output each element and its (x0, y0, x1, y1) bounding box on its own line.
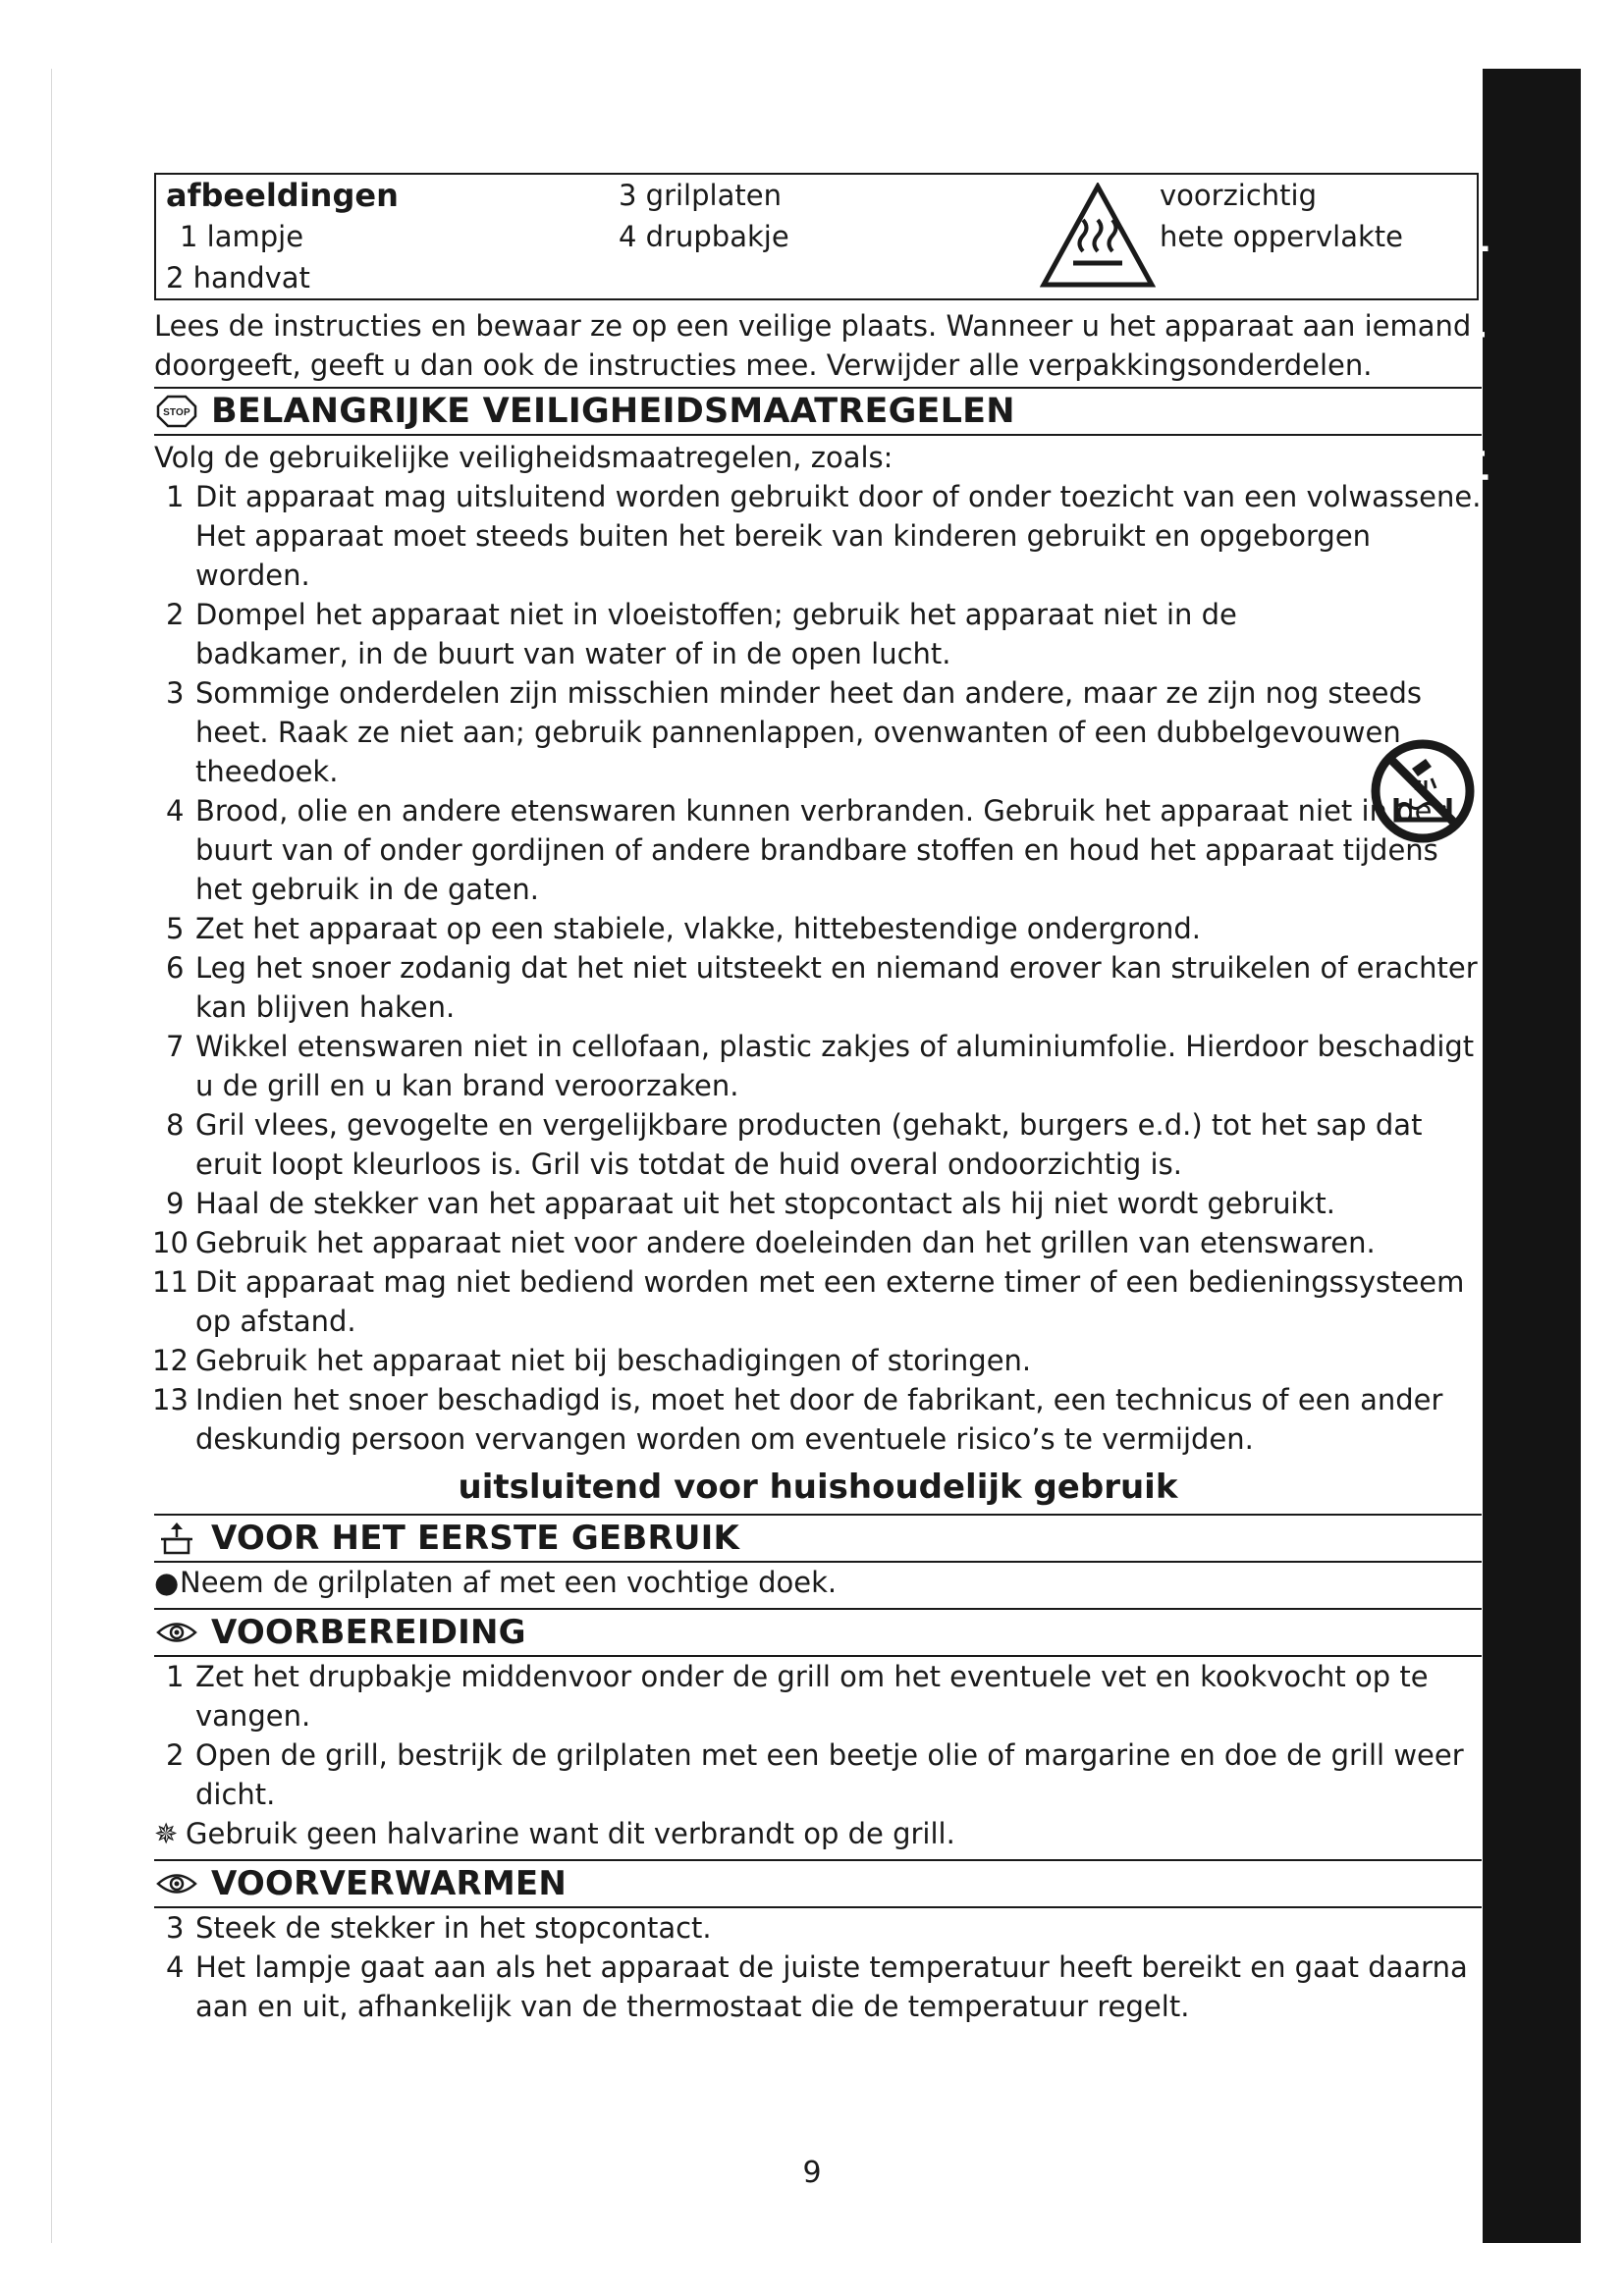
item-number: 7 (166, 1030, 185, 1063)
item-number: 1 (166, 480, 185, 513)
item-text: Het lampje gaat aan als het apparaat de juiste temperatuur heeft bereikt en gaat daarna aan en uit, afhankelijk van de thermostaat die de temperatuur regelt. (195, 1950, 1468, 2023)
intro-paragraph: Lees de instructies en bewaar ze op een veilige plaats. Wanneer u het apparaat aan iemand doorgeeft, geeft u dan ook de instructies mee. Verwijder alle verpakkingsonderdelen. (154, 309, 1472, 382)
item-number: 10 (152, 1226, 189, 1259)
figures-col-mid (619, 175, 789, 257)
item-number: 4 (166, 1950, 185, 1984)
item-text: Sommige onderdelen zijn misschien minder heet dan andere, maar ze zijn nog steeds heet. Raak ze niet aan; gebruik pannenlappen, ovenwanten of een dubbelgevouwen theedoek. (195, 676, 1423, 788)
item-number: 2 (166, 598, 185, 631)
stop-icon-label: STOP (163, 407, 190, 418)
safety-list (154, 477, 1482, 1459)
list-item (154, 1184, 1482, 1223)
list-item (154, 1105, 1482, 1184)
first-use-heading (154, 1514, 1482, 1563)
eye-icon (156, 1616, 197, 1649)
tip-icon: ✵ (154, 1817, 179, 1850)
warning-text (1160, 175, 1403, 257)
list-item (154, 1908, 1482, 1948)
item-text: Wikkel etenswaren niet in cellofaan, plastic zakjes of aluminiumfolie. Hierdoor beschadigt u de grill en u kan brand veroorzaken. (195, 1030, 1475, 1102)
item-text: Dit apparaat mag niet bediend worden met een externe timer of een bedieningssysteem op afstand. (195, 1265, 1465, 1338)
item-text: Open de grill, bestrijk de grilplaten met een beetje olie of margarine en doe de grill weer dicht. (195, 1738, 1464, 1811)
first-use-heading-text: VOOR HET EERSTE GEBRUIK (211, 1519, 740, 1558)
page-number: 9 (802, 2156, 822, 2190)
page-content (154, 173, 1482, 2026)
item-number: 4 (166, 794, 185, 828)
list-item (154, 1657, 1482, 1735)
item-number: 5 (166, 912, 185, 945)
preheat-heading-text: VOORVERWARMEN (211, 1864, 568, 1903)
figure-item: 4 drupbakje (619, 220, 789, 253)
item-text: Gebruik het apparaat niet voor andere doeleinden dan het grillen van etenswaren. (195, 1226, 1376, 1259)
item-number: 8 (166, 1108, 185, 1142)
item-number: 3 (166, 676, 185, 710)
no-water-immersion-icon (1369, 737, 1477, 845)
eye-icon (156, 1867, 197, 1900)
first-use-bullet (154, 1563, 1482, 1602)
page-edge-line (51, 69, 52, 2243)
item-text: Gril vlees, gevogelte en vergelijkbare producten (gehakt, burgers e.d.) tot het sap dat eruit loopt kleurloos is. Gril vis totdat de huid overal ondoorzichtig is. (195, 1108, 1423, 1181)
list-item (154, 1262, 1482, 1341)
bullet-dot: ● (154, 1566, 180, 1599)
item-text: Leg het snoer zodanig dat het niet uitsteekt en niemand erover kan struikelen of erachter kan blijven haken. (195, 951, 1478, 1024)
figures-col-left (166, 175, 399, 298)
item-number: 12 (152, 1344, 189, 1377)
item-text: Dit apparaat mag uitsluitend worden gebruikt door of onder toezicht van een volwassene. Het apparaat moet steeds buiten het bereik van kinderen gebruikt en opgeborgen worden. (195, 480, 1482, 592)
item-number: 1 (166, 1660, 185, 1693)
safety-lead: Volg de gebruikelijke veiligheidsmaatregelen, zoals: (154, 441, 893, 474)
preparation-heading-text: VOORBEREIDING (211, 1613, 526, 1652)
figures-box (154, 173, 1479, 300)
preparation-list (154, 1657, 1482, 1814)
preparation-heading (154, 1608, 1482, 1657)
unpack-box-icon (156, 1522, 197, 1555)
figure-item: 1 lampje (180, 220, 304, 253)
list-item (154, 595, 1482, 673)
tip-text: Gebruik geen halvarine want dit verbrandt op de grill. (186, 1817, 955, 1850)
item-text: Dompel het apparaat niet in vloeistoffen; gebruik het apparaat niet in de badkamer, in de buurt van water of in de open lucht. (195, 598, 1237, 670)
preheat-heading (154, 1859, 1482, 1908)
safety-heading-text: BELANGRIJKE VEILIGHEIDSMAATREGELEN (211, 392, 1015, 431)
list-item (154, 1027, 1482, 1105)
item-number: 3 (166, 1911, 185, 1945)
item-number: 6 (166, 951, 185, 985)
side-tab (1429, 69, 1581, 2243)
figures-title: afbeeldingen (166, 177, 399, 214)
list-item (154, 477, 1482, 595)
figure-item: 2 handvat (166, 261, 310, 294)
warning-line: hete oppervlakte (1160, 220, 1403, 253)
list-item (154, 1948, 1482, 2026)
bullet-text: Neem de grilplaten af met een vochtige doek. (180, 1566, 838, 1599)
list-item (154, 1223, 1482, 1262)
list-item (154, 1380, 1482, 1459)
item-text: Zet het drupbakje middenvoor onder de grill om het eventuele vet en kookvocht op te vangen. (195, 1660, 1429, 1733)
safety-heading (154, 387, 1482, 436)
item-text: Gebruik het apparaat niet bij beschadigingen of storingen. (195, 1344, 1032, 1377)
item-text: Zet het apparaat op een stabiele, vlakke, hittebestendige ondergrond. (195, 912, 1202, 945)
item-text: Haal de stekker van het apparaat uit het stopcontact als hij niet wordt gebruikt. (195, 1187, 1335, 1220)
list-item (154, 909, 1482, 948)
item-text: Steek de stekker in het stopcontact. (195, 1911, 712, 1945)
list-item (154, 1341, 1482, 1380)
list-item (154, 948, 1482, 1027)
household-note: uitsluitend voor huishoudelijk gebruik (458, 1468, 1178, 1507)
preheat-list (154, 1908, 1482, 2026)
item-text: Brood, olie en andere etenswaren kunnen verbranden. Gebruik het apparaat niet in de buurt van of onder gordijnen of andere brandbare stoffen en houd het apparaat tijdens het gebruik in de gaten. (195, 794, 1438, 906)
list-item (154, 1735, 1482, 1814)
list-item (154, 791, 1482, 909)
preparation-tip (154, 1814, 1482, 1853)
item-number: 9 (166, 1187, 185, 1220)
item-text: Indien het snoer beschadigd is, moet het door de fabrikant, een technicus of een ander deskundig persoon vervangen worden om eventuele risico’s te vermijden. (195, 1383, 1443, 1456)
item-number: 13 (152, 1383, 189, 1416)
stop-icon (156, 395, 197, 428)
list-item (154, 673, 1482, 791)
warning-line: voorzichtig (1160, 179, 1318, 212)
item-number: 11 (152, 1265, 189, 1299)
hot-surface-warning-icon (1040, 183, 1156, 289)
item-number: 2 (166, 1738, 185, 1772)
figure-item: 3 grilplaten (619, 179, 782, 212)
side-tab-label: instructies (1429, 240, 1497, 555)
